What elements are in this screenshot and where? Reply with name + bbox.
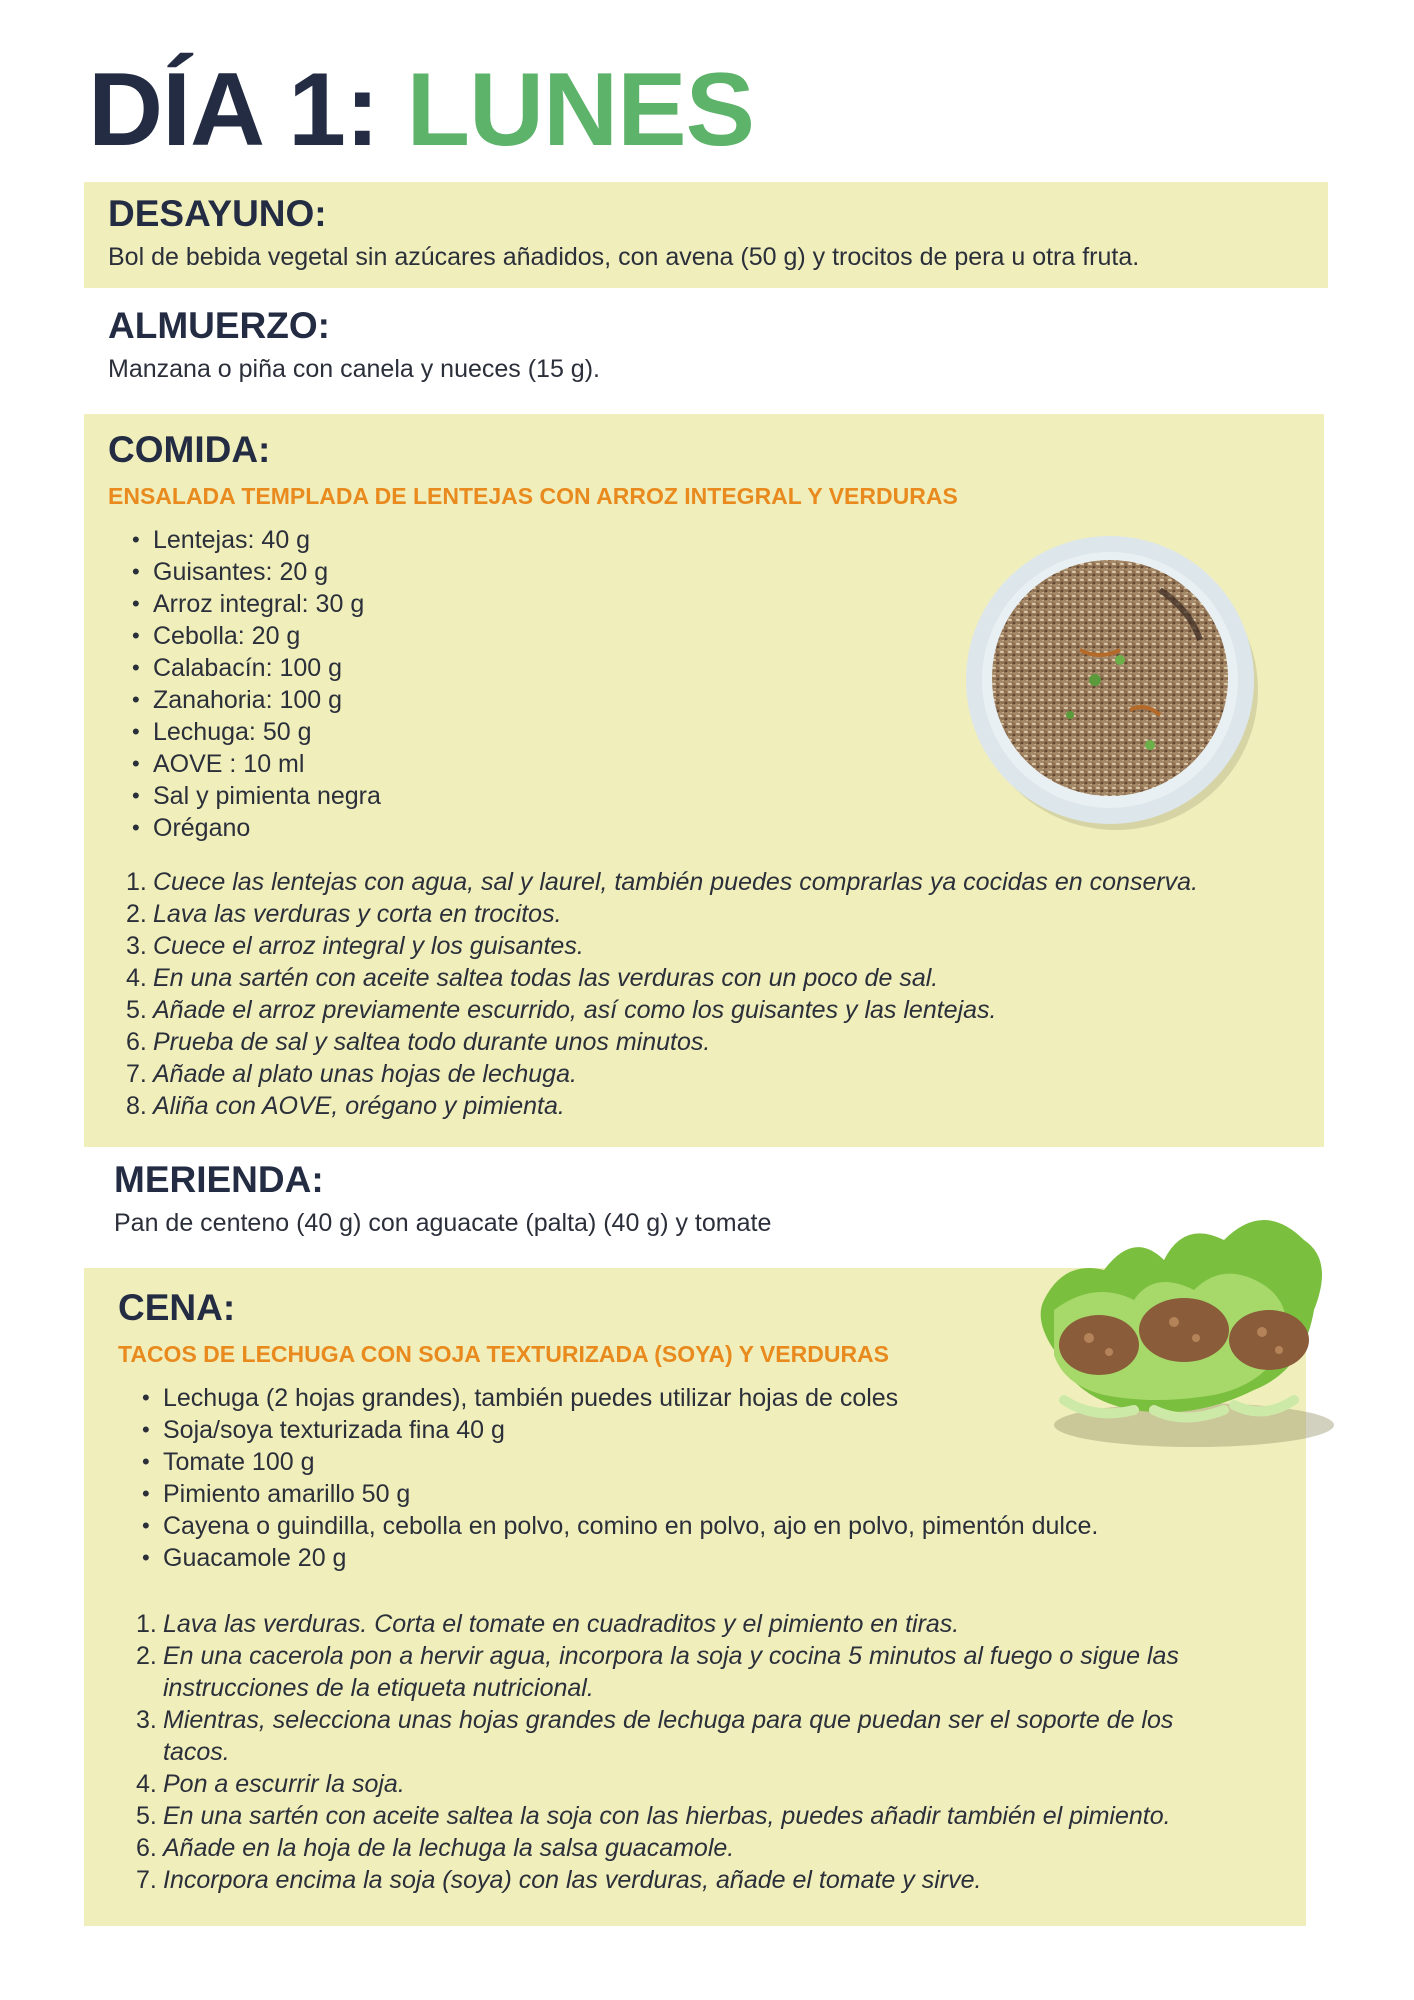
step-item: [118, 1832, 1246, 1864]
step-item: [118, 1864, 1246, 1896]
weekday-label: LUNES: [406, 52, 755, 168]
page-title: [88, 52, 755, 168]
step-number: 4.: [136, 1770, 157, 1799]
ingredient-item: • Lechuga (2 hojas grandes), también puedes utilizar hojas de coles: [118, 1382, 1286, 1414]
merienda-heading: MERIENDA:: [114, 1159, 324, 1200]
step-item: [108, 930, 1304, 962]
step-text: Prueba de sal y saltea todo durante unos minutos.: [153, 1028, 711, 1057]
step-number: 8.: [126, 1092, 147, 1121]
almuerzo-section: [108, 306, 1308, 385]
comida-recipe-title: ENSALADA TEMPLADA DE LENTEJAS CON ARROZ INTEGRAL Y VERDURAS: [108, 482, 958, 509]
comida-heading: COMIDA:: [108, 429, 271, 470]
step-item: [118, 1704, 1246, 1768]
step-number: 3.: [136, 1706, 157, 1735]
step-number: 5.: [136, 1802, 157, 1831]
step-item: [118, 1800, 1246, 1832]
ingredient-item: • Tomate 100 g: [118, 1446, 1286, 1478]
cena-heading: CENA:: [118, 1287, 236, 1328]
ingredient-item: • Arroz integral: 30 g: [108, 588, 1304, 620]
step-item: [118, 1768, 1246, 1800]
ingredient-item: • Orégano: [108, 812, 1304, 844]
day-label: DÍA 1:: [88, 52, 379, 168]
step-number: 2.: [126, 900, 147, 929]
cena-steps: [118, 1608, 1286, 1896]
step-item: [108, 866, 1304, 898]
step-number: 2.: [136, 1642, 157, 1671]
almuerzo-heading: ALMUERZO:: [108, 305, 330, 346]
step-item: [108, 962, 1304, 994]
ingredient-item: • Calabacín: 100 g: [108, 652, 1304, 684]
step-number: 6.: [136, 1834, 157, 1863]
ingredient-item: • Guisantes: 20 g: [108, 556, 1304, 588]
step-number: 7.: [136, 1866, 157, 1895]
step-text: Añade en la hoja de la lechuga la salsa guacamole.: [163, 1834, 735, 1863]
step-number: 7.: [126, 1060, 147, 1089]
step-text: Cuece el arroz integral y los guisantes.: [153, 932, 584, 961]
step-item: [108, 1090, 1304, 1122]
step-text: En una cacerola pon a hervir agua, incorpora la soja y cocina 5 minutos al fuego o sigue las instrucciones de la etiqueta nutricional.: [163, 1642, 1179, 1703]
step-text: Incorpora encima la soja (soya) con las verduras, añade el tomate y sirve.: [163, 1866, 982, 1895]
cena-recipe-title: TACOS DE LECHUGA CON SOJA TEXTURIZADA (SOYA) Y VERDURAS: [118, 1340, 890, 1367]
step-text: Añade el arroz previamente escurrido, así como los guisantes y las lentejas.: [153, 996, 997, 1025]
lentil-bowl-image: [960, 530, 1260, 830]
step-text: Aliña con AOVE, orégano y pimienta.: [153, 1092, 565, 1121]
step-item: [108, 994, 1304, 1026]
step-text: Pon a escurrir la soja.: [163, 1770, 405, 1799]
ingredient-item: • Zanahoria: 100 g: [108, 684, 1304, 716]
step-text: Cuece las lentejas con agua, sal y laurel, también puedes comprarlas ya cocidas en conserva.: [153, 868, 1199, 897]
step-item: [108, 1026, 1304, 1058]
step-number: 6.: [126, 1028, 147, 1057]
ingredient-item: • Lechuga: 50 g: [108, 716, 1304, 748]
lettuce-tacos-image: [1024, 1210, 1344, 1460]
desayuno-section: [84, 182, 1328, 288]
step-number: 3.: [126, 932, 147, 961]
step-text: En una sartén con aceite saltea la soja con las hierbas, puedes añadir también el pimiento.: [163, 1802, 1171, 1831]
desayuno-heading: DESAYUNO:: [108, 193, 327, 234]
comida-steps: [108, 866, 1304, 1122]
step-number: 5.: [126, 996, 147, 1025]
step-number: 1.: [136, 1610, 157, 1639]
step-item: [108, 898, 1304, 930]
ingredient-item: • AOVE : 10 ml: [108, 748, 1304, 780]
step-item: [108, 1058, 1304, 1090]
step-number: 4.: [126, 964, 147, 993]
merienda-section: [114, 1160, 1014, 1239]
step-text: Mientras, selecciona unas hojas grandes de lechuga para que puedan ser el soporte de los tacos.: [163, 1706, 1174, 1767]
ingredient-item: • Pimiento amarillo 50 g: [118, 1478, 1286, 1510]
ingredient-item: • Guacamole 20 g: [118, 1542, 1286, 1574]
desayuno-text: Bol de bebida vegetal sin azúcares añadidos, con avena (50 g) y trocitos de pera u otra fruta.: [108, 242, 1140, 271]
merienda-text: Pan de centeno (40 g) con aguacate (palta) (40 g) y tomate: [114, 1208, 772, 1237]
ingredient-item: • Soja/soya texturizada fina 40 g: [118, 1414, 1286, 1446]
ingredient-item: • Cayena o guindilla, cebolla en polvo, comino en polvo, ajo en polvo, pimentón dulce.: [118, 1510, 1286, 1542]
ingredient-item: • Sal y pimienta negra: [108, 780, 1304, 812]
step-number: 1.: [126, 868, 147, 897]
step-text: Lava las verduras. Corta el tomate en cuadraditos y el pimiento en tiras.: [163, 1610, 960, 1639]
step-item: [118, 1640, 1246, 1704]
almuerzo-text: Manzana o piña con canela y nueces (15 g).: [108, 354, 600, 383]
ingredient-item: • Cebolla: 20 g: [108, 620, 1304, 652]
ingredient-item: • Lentejas: 40 g: [108, 524, 1304, 556]
step-text: En una sartén con aceite saltea todas las verduras con un poco de sal.: [153, 964, 939, 993]
step-text: Lava las verduras y corta en trocitos.: [153, 900, 562, 929]
step-text: Añade al plato unas hojas de lechuga.: [153, 1060, 577, 1089]
step-item: [118, 1608, 1246, 1640]
